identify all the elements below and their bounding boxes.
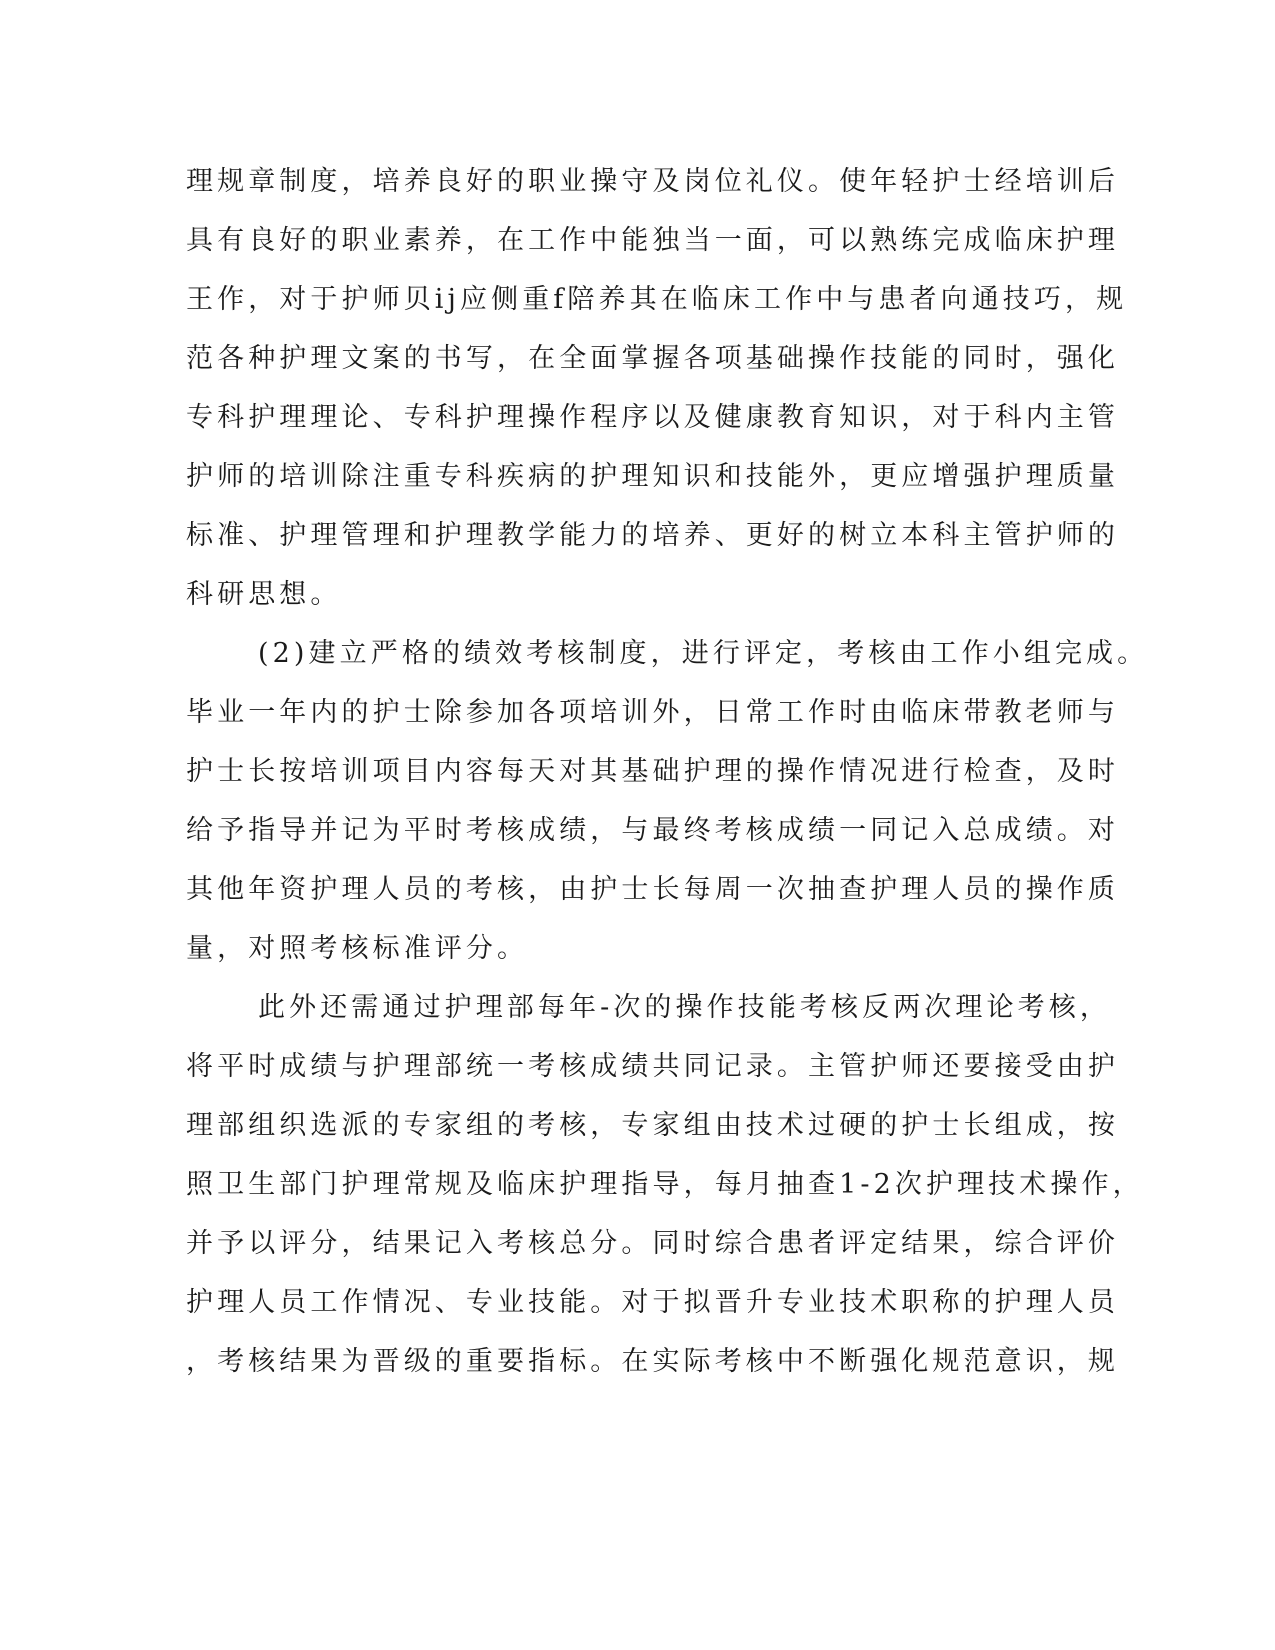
paragraph-first-line: 此外还需通过护理部每年-次的操作技能考核反两次理论考核， xyxy=(258,992,1111,1023)
paragraph-first-line: (2)建立严格的绩效考核制度，进行评定，考核由工作小组完成。 xyxy=(258,638,1149,669)
text-line: 量，对照考核标准评分。 xyxy=(186,933,529,964)
text-line: 专科护理理论、专科护理操作程序以及健康教育知识，对于科内主管 xyxy=(186,402,1119,433)
text-line: 并予以评分，结果记入考核总分。同时综合患者评定结果，综合评价 xyxy=(186,1228,1119,1259)
text-line: 护理人员工作情况、专业技能。对于拟晋升专业技术职称的护理人员 xyxy=(186,1287,1119,1318)
text-line: 给予指导并记为平时考核成绩，与最终考核成绩一同记入总成绩。对 xyxy=(186,815,1119,846)
text-line: 范各种护理文案的书写，在全面掌握各项基础操作技能的同时，强化 xyxy=(186,343,1119,374)
text-line: 毕业一年内的护士除参加各项培训外，日常工作时由临床带教老师与 xyxy=(186,697,1119,728)
text-line: 理规章制度，培养良好的职业操守及岗位礼仪。使年轻护士经培训后 xyxy=(186,166,1119,197)
text-line: 王作，对于护师贝ij应侧重f陪养其在临床工作中与患者向通技巧，规 xyxy=(186,284,1128,315)
text-line: 护师的培训除注重专科疾病的护理知识和技能外，更应增强护理质量 xyxy=(186,461,1119,492)
text-line: 其他年资护理人员的考核，由护士长每周一次抽查护理人员的操作质 xyxy=(186,874,1119,905)
text-line: 科研思想。 xyxy=(186,579,342,610)
text-line: ，考核结果为晋级的重要指标。在实际考核中不断强化规范意识，规 xyxy=(186,1346,1119,1377)
text-line: 理部组织选派的专家组的考核，专家组由技术过硬的护士长组成，按 xyxy=(186,1110,1119,1141)
text-line: 护士长按培训项目内容每天对其基础护理的操作情况进行检查，及时 xyxy=(186,756,1119,787)
text-line: 标准、护理管理和护理教学能力的培养、更好的树立本科主管护师的 xyxy=(186,520,1119,551)
text-line: 具有良好的职业素养，在工作中能独当一面，可以熟练完成临床护理 xyxy=(186,225,1119,256)
text-line: 照卫生部门护理常规及临床护理指导，每月抽查1-2次护理技术操作， xyxy=(186,1169,1144,1200)
text-line: 将平时成绩与护理部统一考核成绩共同记录。主管护师还要接受由护 xyxy=(186,1051,1119,1082)
